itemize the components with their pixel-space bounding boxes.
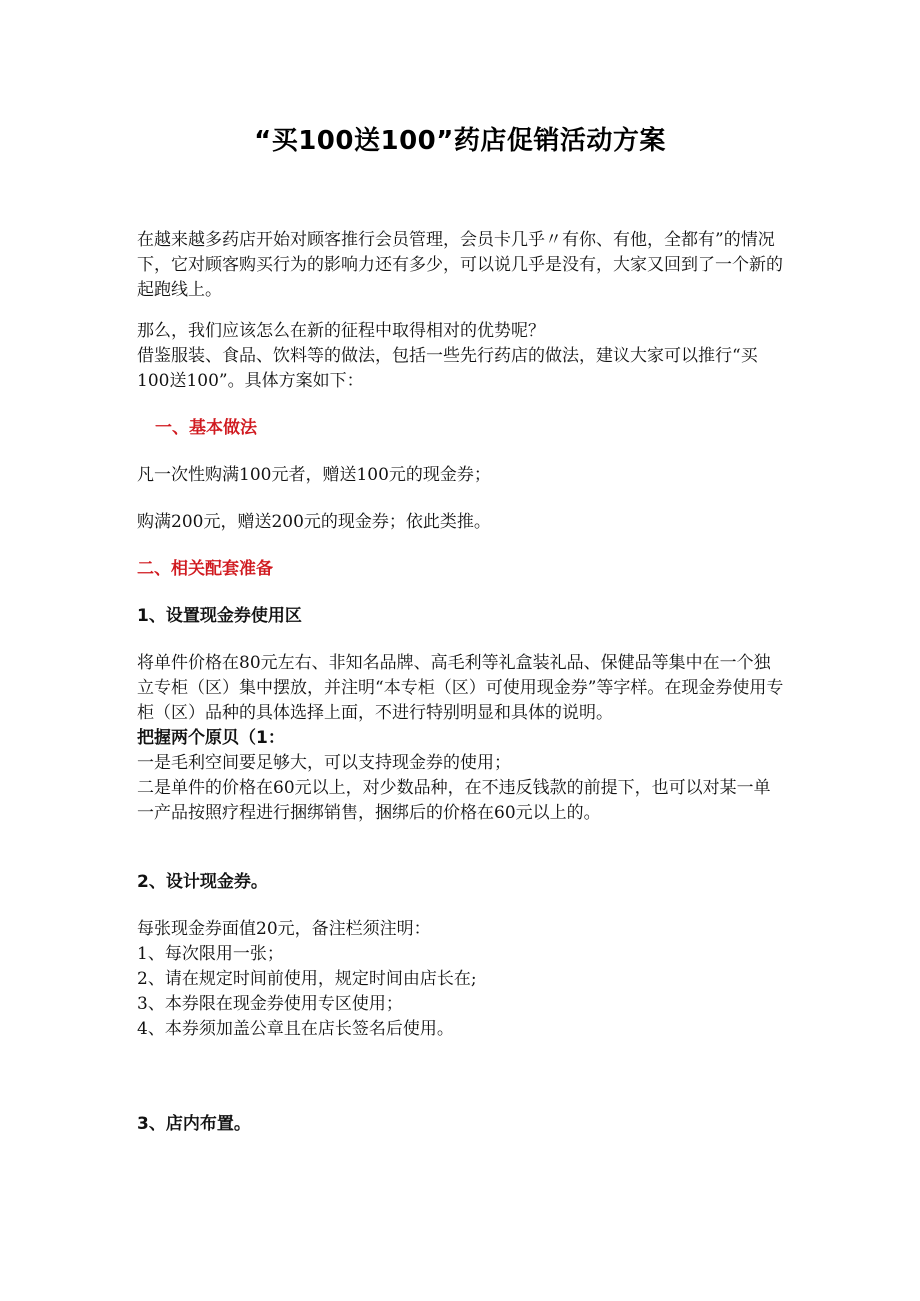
- item3-heading: 3、店内布置。: [137, 1114, 251, 1134]
- question-paragraph: 那么，我们应该怎么在新的征程中取得相对的优势呢？: [137, 321, 545, 341]
- item1-heading: 1、设置现金券使用区: [137, 606, 302, 626]
- section1-rule2: 购满200元，赠送200元的现金券；依此类推。: [137, 512, 491, 532]
- section2-heading: 二、相关配套准备: [137, 559, 273, 579]
- principle-1: 一是毛利空间要足够大，可以支持现金券的使用；: [137, 753, 511, 773]
- item1-body: 将单件价格在80元左右、非知名品牌、高毛利等礼盒装礼品、保健品等集中在一个独立专柜（区）集中摆放，并注明“本专柜（区）可使用现金券”等字样。在现金券使用专柜（区）品种的具体选择上面，不进行特别明显和具体的说明。: [137, 653, 784, 723]
- voucher-note: 1、每次限用一张；: [137, 944, 284, 964]
- item2-intro: 每张现金券面值20元，备注栏须注明：: [137, 919, 431, 939]
- intro-paragraph: 在越来越多药店开始对顾客推行会员管理，会员卡几乎〃有你、有他，全都有”的情况下，它对顾客购买行为的影响力还有多少，可以说几乎是没有，大家又回到了一个新的起跑线上。: [137, 230, 783, 300]
- principle-2: 二是单件的价格在60元以上，对少数品种，在不违反钱款的前提下，也可以对某一单一产品按照疗程进行捆绑销售，捆绑后的价格在60元以上的。: [137, 778, 771, 823]
- principles-heading: 把握两个原贝（1：: [137, 728, 285, 748]
- proposal-paragraph: 借鉴服装、食品、饮料等的做法，包括一些先行药店的做法，建议大家可以推行“买100送100”。具体方案如下：: [137, 346, 758, 391]
- voucher-note: 4、本券须加盖公章且在店长签名后使用。: [137, 1019, 454, 1039]
- document-body: [137, 228, 787, 1137]
- item2-heading: 2、设计现金券。: [137, 872, 268, 892]
- section1-heading: 一、基本做法: [155, 418, 257, 438]
- section1-rule1: 凡一次性购满100元者，赠送100元的现金券；: [137, 465, 491, 485]
- document-title: “买100送100”药店促销活动方案: [254, 126, 666, 156]
- voucher-note: 3、本券限在现金券使用专区使用；: [137, 994, 403, 1014]
- voucher-note: 2、请在规定时间前使用，规定时间由店长在;: [137, 969, 477, 989]
